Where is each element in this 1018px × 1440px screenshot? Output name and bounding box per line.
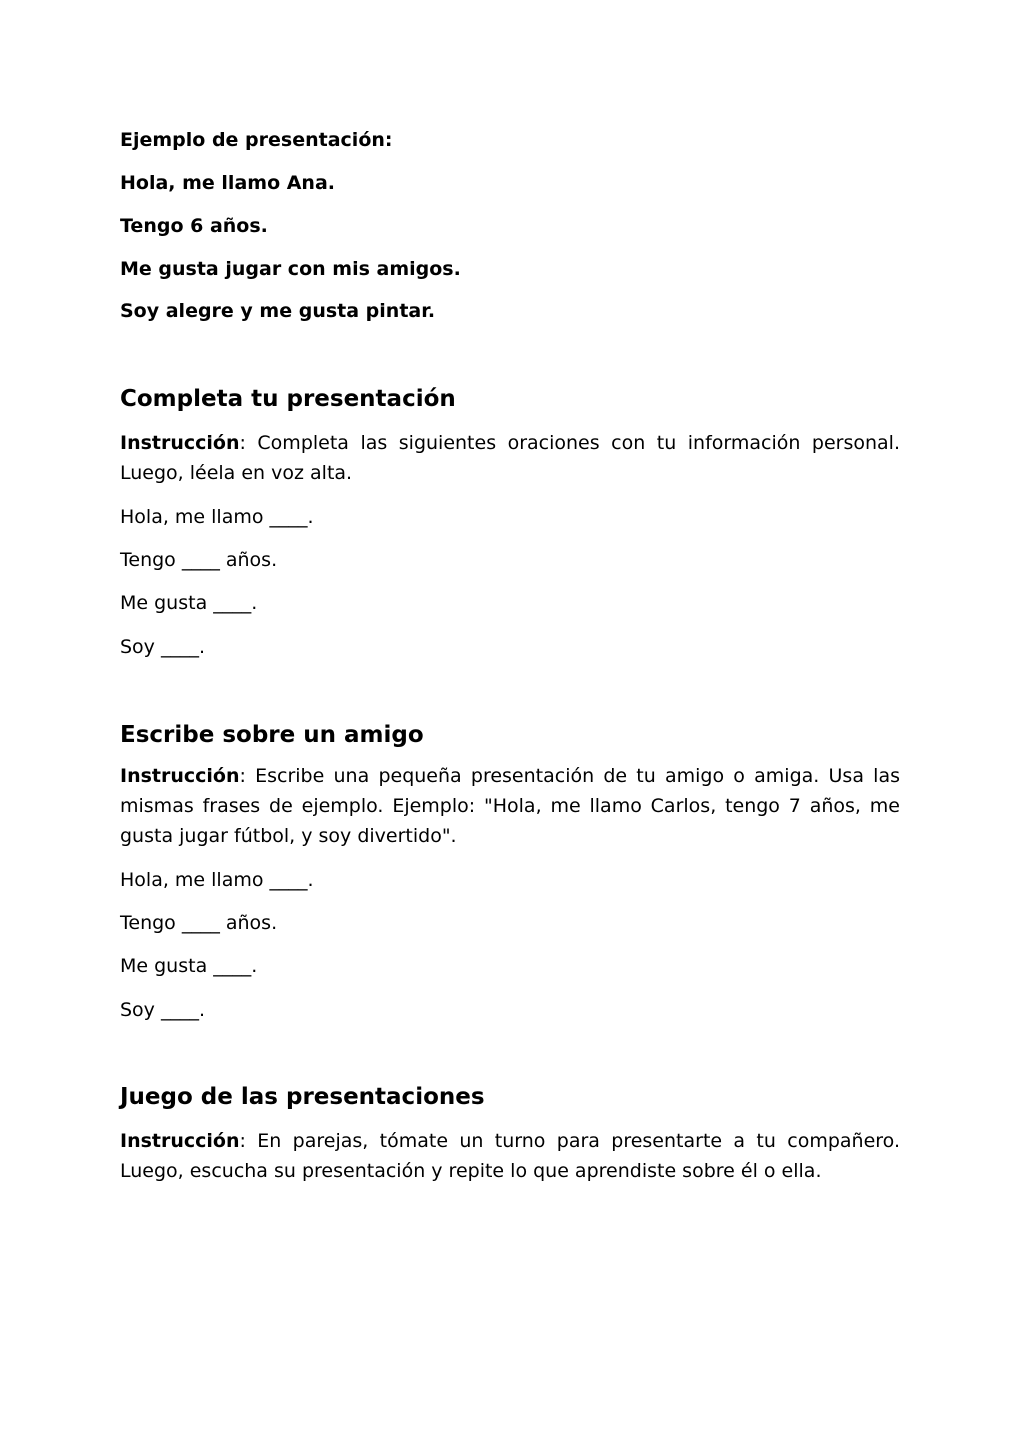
section-heading-juego: Juego de las presentaciones — [120, 1084, 485, 1110]
instruction-text: : Completa las siguientes oraciones con tu información personal. Luego, léela en voz alta. — [120, 432, 900, 484]
instruction-label: Instrucción — [120, 432, 240, 454]
fill-line-nombre: Hola, me llamo ____. — [120, 506, 314, 528]
example-line-3: Me gusta jugar con mis amigos. — [120, 258, 461, 280]
fill-line-edad: Tengo ____ años. — [120, 912, 278, 934]
instruction-label: Instrucción — [120, 765, 240, 787]
fill-line-nombre: Hola, me llamo ____. — [120, 869, 314, 891]
instruction-text: : En parejas, tómate un turno para presentarte a tu compañero. Luego, escucha su presentación y repite lo que aprendiste sobre él o ella. — [120, 1130, 900, 1182]
instruction-text: : Escribe una pequeña presentación de tu amigo o amiga. Usa las mismas frases de ejemplo. Ejemplo: "Hola, me llamo Carlos, tengo 7 años, me gusta jugar fútbol, y soy divertido". — [120, 765, 900, 847]
fill-line-soy: Soy ____. — [120, 999, 206, 1021]
section-heading-completa: Completa tu presentación — [120, 386, 456, 412]
example-title: Ejemplo de presentación: — [120, 129, 393, 151]
section-instruction-completa — [120, 428, 900, 488]
instruction-label: Instrucción — [120, 1130, 240, 1152]
section-heading-amigo: Escribe sobre un amigo — [120, 722, 424, 748]
fill-line-gusta: Me gusta ____. — [120, 955, 258, 977]
fill-line-gusta: Me gusta ____. — [120, 592, 258, 614]
example-line-4: Soy alegre y me gusta pintar. — [120, 300, 436, 322]
section-instruction-amigo — [120, 761, 900, 851]
example-line-1: Hola, me llamo Ana. — [120, 172, 336, 194]
fill-line-edad: Tengo ____ años. — [120, 549, 278, 571]
example-line-2: Tengo 6 años. — [120, 215, 268, 237]
fill-line-soy: Soy ____. — [120, 636, 206, 658]
section-instruction-juego — [120, 1126, 900, 1186]
